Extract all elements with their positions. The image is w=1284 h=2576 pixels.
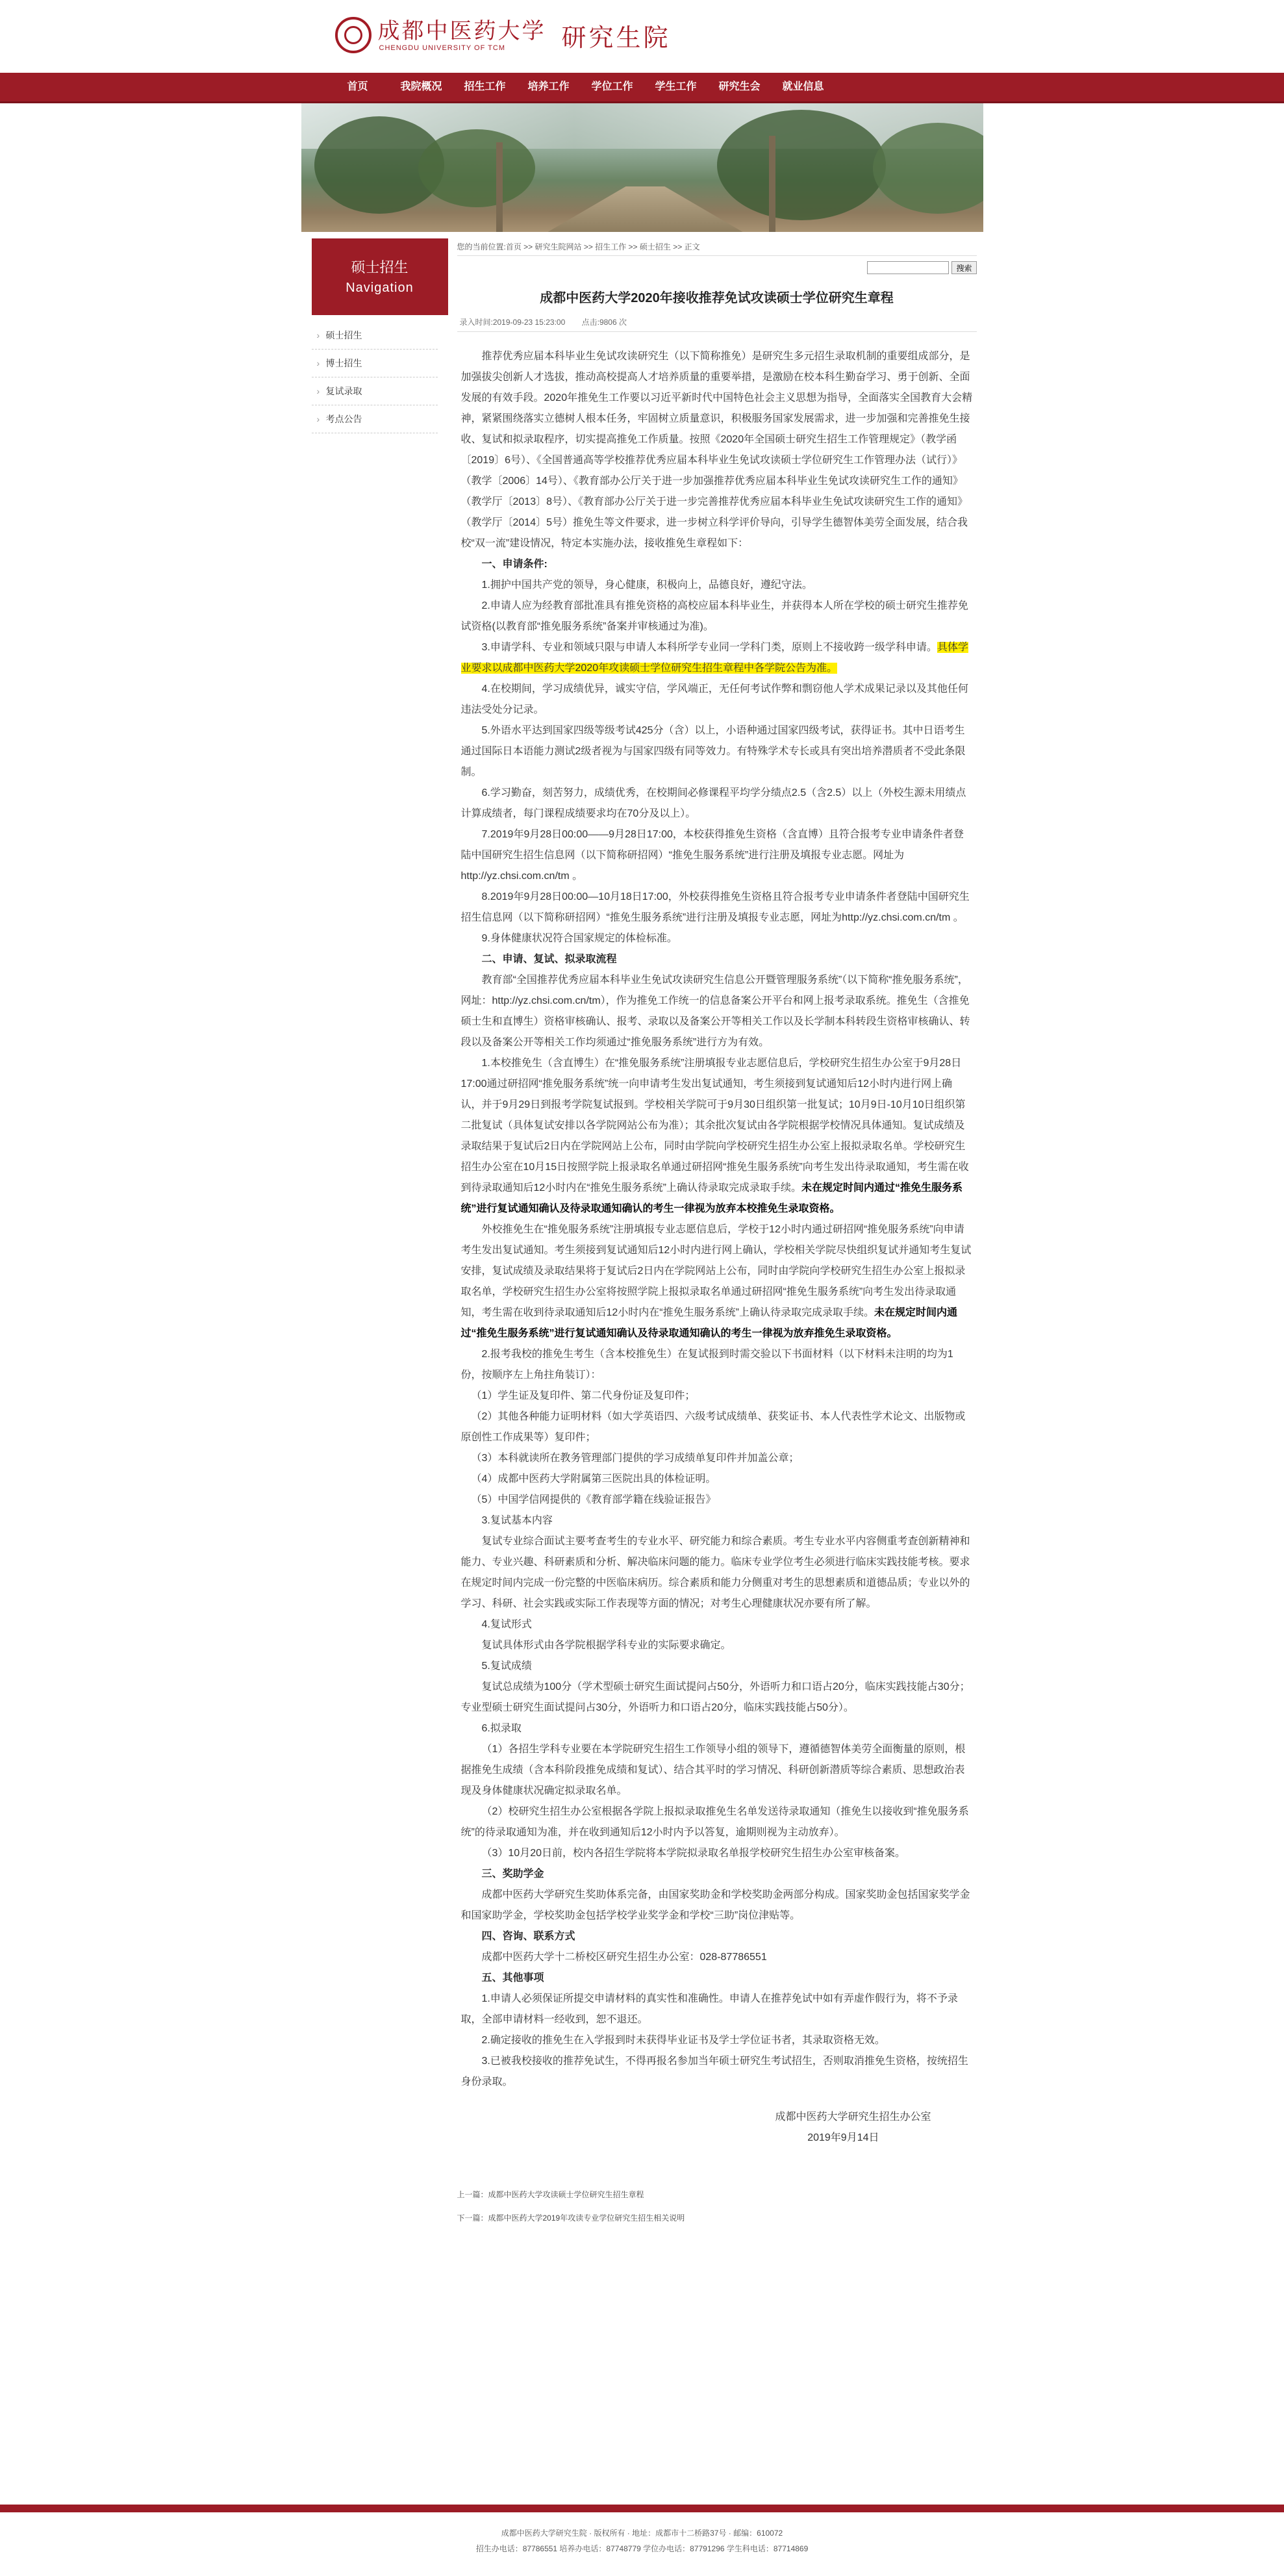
sidebar-item-3[interactable]: › 考点公告: [312, 405, 438, 433]
paragraph-text: 9.身体健康状况符合国家规定的体检标准。: [481, 933, 677, 944]
sidebar-item-1[interactable]: › 博士招生: [312, 350, 438, 377]
article-paragraph: [461, 928, 973, 949]
article-paragraph: [461, 1885, 973, 1926]
paragraph-text: 推荐优秀应届本科毕业生免试攻读研究生（以下简称推免）是研究生多元招生录取机制的重要组成部分，是加强拔尖创新人才选拔，推动高校提高人才培养质量的重要举措，是激励在校本科生勤奋学习、勇于创新、全面发展的有效手段。2020年推免生工作要以习近平新时代中国特色社会主义思想为指导，全面落实全国教育大会精神，紧紧围绕落实立德树人根本任务，牢固树立质量意识，积极服务国家发展需求，进一步加强和完善推免生接收、复试和拟录取程序，切实提高推免工作质量。按照《2020年全国硕士研究生招生工作管理规定》（教学函〔2019〕6号）、《全国普通高等学校推荐优秀应届本科毕业生免试攻读硕士学位研究生工作管理办法（试行）》（教学〔2006〕14号）、《教育部办公厅关于进一步加强推荐优秀应届本科毕业生免试攻读研究生工作的通知》（教学厅〔2013〕8号）、《教育部办公厅关于进一步完善推荐优秀应届本科毕业生免试攻读研究生工作的通知》（教学厅〔2014〕5号）推免生等文件要求，进一步树立科学评价导向，引导学生德智体美劳全面发展，结合我校“双一流”建设情况，特定本实施办法，接收推免生章程如下：: [460, 351, 973, 549]
article-paragraph: [461, 1511, 973, 1531]
article-paragraph: [461, 1635, 973, 1656]
article-paragraph: [461, 1989, 973, 2030]
section-heading: [461, 1864, 973, 1885]
sidebar-item-2[interactable]: › 复试录取: [312, 377, 438, 405]
nav-item-4[interactable]: 学位工作: [591, 81, 633, 92]
article-meta: [457, 316, 977, 332]
article-paragraph: [461, 1531, 973, 1614]
bold-notice: 未在规定时间内通过“推免生服务系统”进行复试通知确认及待录取通知确认的考生一律视为放弃推免生录取资格。: [460, 1307, 957, 1339]
paragraph-text: 1.申请人必须保证所提交申请材料的真实性和准确性。申请人在推荐免试中如有弄虚作假行为，将不予录取，全部申请材料一经收到，恕不退还。: [460, 1993, 958, 2025]
article-paragraph: [461, 1386, 973, 1407]
bold-notice: 未在规定时间内通过“推免生服务系统”进行复试通知确认及待录取通知确认的考生一律视为放弃本校推免生录取资格。: [460, 1182, 963, 1214]
paragraph-text: 四、咨询、联系方式: [481, 1931, 575, 1942]
main-content: [457, 232, 977, 2228]
article-navigation: [457, 2185, 977, 2228]
search-input[interactable]: [867, 261, 949, 274]
sidebar: [301, 232, 438, 2228]
paragraph-text: 8.2019年9月28日00:00—10月18日17:00，外校获得推免生资格且符合报考专业申请条件者登陆中国研究生招生信息网（以下简称研招网）“推免生服务系统”进行注册及填报专业志愿，网址为http://yz.chsi.com.cn/tm 。: [460, 891, 970, 923]
article-paragraph: [461, 887, 973, 928]
sidebar-menu: [312, 322, 438, 433]
department-name: 研究生院: [561, 23, 671, 52]
university-seal-icon: [335, 17, 371, 53]
sidebar-title: 硕士招生: [351, 259, 409, 275]
paragraph-text: 2.申请人应为经教育部批准具有推免资格的高校应届本科毕业生，并获得本人所在学校的硕士研究生推荐免试资格(以教育部“推免服务系统”备案并审核通过为准)。: [460, 600, 968, 632]
article-paragraph: [461, 1802, 973, 1843]
paragraph-text: 3.申请学科、专业和领域只限与申请人本科所学专业同一学科门类，原则上不接收跨一级学科申请。: [481, 642, 937, 653]
article-signature: [457, 2107, 977, 2149]
article-paragraph: [461, 824, 973, 887]
view-count: 点击:9806 次: [581, 318, 627, 327]
paragraph-text: （3）10月20日前，校内各招生学院将本学院拟录取名单报学校研究生招生办公室审核备案。: [481, 1848, 905, 1859]
article-paragraph: [461, 1677, 973, 1718]
paragraph-text: 成都中医药大学研究生奖助体系完备，由国家奖助金和学校奖助金两部分构成。国家奖助金包括国家奖学金和国家助学金，学校奖助金包括学校学业奖学金和学校“三助”岗位津贴等。: [460, 1889, 970, 1921]
article-paragraph: [461, 1448, 973, 1469]
section-heading: [461, 1968, 973, 1989]
nav-item-5[interactable]: 学生工作: [655, 81, 697, 92]
paragraph-text: 3.已被我校接收的推荐免试生，不得再报名参加当年硕士研究生考试招生，否则取消推免生资格，按统招生身份录取。: [460, 2056, 968, 2087]
paragraph-text: 教育部“全国推荐优秀应届本科毕业生免试攻读研究生信息公开暨管理服务系统”（以下简称“推免服务系统”，网址：http://yz.chsi.com.cn/tm），作为推免工作统一的信息备案公开平台和网上报考录取系统。推免生（含推免硕士生和直博生）资格审核确认、报考、录取以及备案公开等相关工作以及长学制本科转段生资格审核确认、转段以及备案公开等相关工作均须通过“推免服务系统”进行方为有效。: [460, 975, 970, 1048]
article-paragraph: [461, 2051, 973, 2093]
article-paragraph: [461, 575, 973, 596]
main-navigation: [0, 73, 1284, 103]
paragraph-text: 成都中医药大学十二桥校区研究生招生办公室：028-87786551: [481, 1952, 767, 1963]
nav-item-6[interactable]: 研究生会: [718, 81, 761, 92]
paragraph-text: （2）其他各种能力证明材料（如大学英语四、六级考试成绩单、获奖证书、本人代表性学术论文、出版物或原创性工作成果等）复印件；: [460, 1411, 966, 1443]
nav-item-0[interactable]: 首页: [347, 81, 368, 92]
paragraph-text: （2）校研究生招生办公室根据各学院上报拟录取推免生名单发送待录取通知（推免生以接收到“推免服务系统”的待录取通知为准，并在收到通知后12小时内予以答复，逾期则视为主动放弃）。: [460, 1806, 969, 1838]
signature-date: 2019年9月14日: [807, 2132, 879, 2143]
article-paragraph: [461, 1344, 973, 1386]
paragraph-text: 4.在校期间，学习成绩优异，诚实守信，学风端正，无任何考试作弊和剽窃他人学术成果记录以及其他任何违法受处分记录。: [460, 683, 968, 715]
paragraph-text: （4）成都中医药大学附属第三医院出具的体检证明。: [471, 1473, 716, 1485]
article-paragraph: [461, 1490, 973, 1511]
nav-item-7[interactable]: 就业信息: [782, 81, 824, 92]
search-bar: [457, 256, 977, 281]
paragraph-text: 二、申请、复试、拟录取流程: [481, 954, 617, 965]
paragraph-text: （5）中国学信网提供的《教育部学籍在线验证报告》: [471, 1494, 716, 1505]
paragraph-text: （3）本科就读所在教务管理部门提供的学习成绩单复印件并加盖公章；: [471, 1453, 799, 1464]
article-paragraph: [461, 1739, 973, 1802]
paragraph-text: 复试具体形式由各学院根据学科专业的实际要求确定。: [481, 1640, 731, 1651]
paragraph-text: 6.拟录取: [481, 1723, 522, 1734]
paragraph-text: 1.本校推免生（含直博生）在“推免服务系统”注册填报专业志愿信息后，学校研究生招生办公室于9月28日17:00通过研招网“推免服务系统”统一向申请考生发出复试通知，考生须接到复试通知后12小时内进行网上确认，并于9月29日到报考学院复试报到。学校相关学院可于9月30日组织第一批复试；10月9日-10月10日组织第二批复试（具体复试安排以各学院网站公布为准）；其余批次复试由各学院根据学校情况具体通知。复试成绩及录取结果于复试后2日内在学院网站上公布，同时由学院向学校研究生招生办公室上报拟录取名单。学校研究生招生办公室在10月15日按照学院上报录取名单通过研招网“推免生服务系统”向考生发出待录取通知，考生需在收到待录取通知后12小时内在“推免生服务系统”上确认待录取完成录取手续。: [460, 1058, 969, 1193]
school-name-en: CHENGDU UNIVERSITY OF TCM: [379, 44, 505, 52]
article-paragraph: [461, 596, 973, 637]
section-heading: [461, 1926, 973, 1947]
footer-contacts: 招生办电话：87786551 培养办电话：87748779 学位办电话：87791296 学生科电话：87714869: [475, 2544, 809, 2553]
site-footer: [0, 2505, 1284, 2576]
article-paragraph: [461, 679, 973, 721]
section-heading: [461, 554, 973, 575]
site-header: [0, 0, 1284, 73]
publish-time: 录入时间:2019-09-23 15:23:00: [459, 318, 566, 327]
paragraph-text: （1）学生证及复印件、第二代身份证及复印件；: [471, 1390, 696, 1401]
article-paragraph: [461, 1656, 973, 1677]
article-paragraph: [461, 1843, 973, 1864]
paragraph-text: 3.复试基本内容: [481, 1515, 553, 1526]
paragraph-text: 外校推免生在“推免服务系统”注册填报专业志愿信息后，学校于12小时内通过研招网“推免服务系统”向申请考生发出复试通知。考生须接到复试通知后12小时内进行网上确认，学校相关学院尽快组织复试并通知考生复试安排，复试成绩及录取结果将于复试后2日内在学院网站上公布，同时由学院向学校研究生招生办公室上报拟录取名单，学校研究生招生办公室将按照学院上报拟录取名单通过研招网“推免生服务系统”向考生发出待录取通知，考生需在收到待录取通知后12小时内在“推免生服务系统”上确认待录取完成录取手续。: [460, 1224, 972, 1318]
article-paragraph: [461, 1469, 973, 1490]
next-article-link[interactable]: 下一篇：成都中医药大学2019年攻读专业学位研究生招生相关说明: [457, 2213, 685, 2223]
prev-article-link[interactable]: 上一篇：成都中医药大学攻读硕士学位研究生招生章程: [457, 2190, 644, 2199]
nav-item-2[interactable]: 招生工作: [464, 81, 506, 92]
paragraph-text: 复试总成绩为100分（学术型硕士研究生面试提问占50分，外语听力和口语占20分，临床实践技能占30分；专业型硕士研究生面试提问占30分，外语听力和口语占20分，临床实践技能占50分）。: [460, 1681, 970, 1713]
paragraph-text: 一、申请条件:: [481, 559, 548, 570]
sidebar-header: [312, 235, 448, 315]
sidebar-item-0[interactable]: › 硕士招生: [312, 322, 438, 350]
article-paragraph: [461, 783, 973, 824]
paragraph-text: 复试专业综合面试主要考查考生的专业水平、研究能力和综合素质。考生专业水平内容侧重考查创新精神和能力、专业兴趣、科研素质和分析、解决临床问题的能力。临床专业学位考生必须进行临床实践技能考核。要求在规定时间内完成一份完整的中医临床病历。综合素质和能力分侧重对考生的思想素质和道德品质；专业以外的学习、科研、社会实践或实际工作表现等方面的情况；对考生心理健康状况亦要有所了解。: [460, 1536, 970, 1609]
section-heading: [461, 949, 973, 970]
footer-copyright: 成都中医药大学研究生院 · 版权所有 · 地址：成都市十二桥路37号 · 邮编：610072: [501, 2529, 783, 2538]
article-paragraph: [461, 346, 973, 554]
sidebar-subtitle: Navigation: [346, 281, 414, 295]
article-paragraph: [461, 970, 973, 1053]
breadcrumb[interactable]: 您的当前位置:首页 >> 研究生院网站 >> 招生工作 >> 硕士招生 >> 正文: [457, 232, 977, 256]
paragraph-text: （1）各招生学科专业要在本学院研究生招生工作领导小组的领导下，遵循德智体美劳全面衡量的原则，根据推免生成绩（含本科阶段推免成绩和复试）、结合其平时的学习情况、科研创新潜质等综合素质、思想政治表现及身体健康状况确定拟录取名单。: [460, 1744, 966, 1796]
school-name-cn: 成都中医药大学: [377, 18, 546, 44]
article-paragraph: [461, 637, 973, 679]
paragraph-text: 1.拥护中国共产党的领导，身心健康，积极向上，品德良好，遵纪守法。: [481, 580, 812, 591]
paragraph-text: 五、其他事项: [481, 1972, 544, 1983]
header-banner-image: [301, 103, 983, 232]
article-title: 成都中医药大学2020年接收推荐免试攻读硕士学位研究生章程: [540, 291, 894, 305]
article-paragraph: [461, 1219, 973, 1344]
article-paragraph: [461, 1407, 973, 1448]
paragraph-text: 2.确定接收的推免生在入学报到时未获得毕业证书及学士学位证书者，其录取资格无效。: [481, 2035, 885, 2046]
highlighted-text: 具体学业要求以成都中医药大学2020年攻读硕士学位研究生招生章程中各学院公告为准。: [460, 642, 968, 674]
article-paragraph: [461, 1614, 973, 1635]
paragraph-text: 6.学习勤奋，刻苦努力，成绩优秀，在校期间必修课程平均学分绩点2.5（含2.5）以上（外校生源未用绩点计算成绩者，每门课程成绩要求均在70分及以上）。: [460, 787, 966, 819]
article-paragraph: [461, 1053, 973, 1219]
article-body: [457, 346, 977, 2093]
paragraph-text: 2.报考我校的推免生考生（含本校推免生）在复试报到时需交验以下书面材料（以下材料未注明的均为1份，按顺序左上角拄角装订）：: [460, 1349, 953, 1381]
article-paragraph: [461, 1718, 973, 1739]
article-paragraph: [461, 721, 973, 783]
signature-org: 成都中医药大学研究生招生办公室: [775, 2111, 931, 2123]
article-paragraph: [461, 1947, 973, 1968]
article-paragraph: [461, 2030, 973, 2051]
paragraph-text: 5.复试成绩: [481, 1661, 532, 1672]
nav-item-1[interactable]: 我院概况: [400, 81, 442, 92]
paragraph-text: 5.外语水平达到国家四级等级考试425分（含）以上，小语种通过国家四级考试，获得证书。其中日语考生通过国际日本语能力测试2级者视为与国家四级有同等效力。有特殊学术专长或具有突出培养潜质者不受此条限制。: [460, 725, 966, 778]
paragraph-text: 4.复试形式: [481, 1619, 532, 1630]
paragraph-text: 三、奖助学金: [481, 1868, 544, 1880]
paragraph-text: 7.2019年9月28日00:00——9月28日17:00，本校获得推免生资格（含直博）且符合报考专业申请条件者登陆中国研究生招生信息网（以下简称研招网）“推免生服务系统”进行注册及填报专业志愿。网址为http://yz.chsi.com.cn/tm 。: [460, 829, 964, 882]
search-button[interactable]: 搜索: [951, 261, 976, 274]
nav-item-3[interactable]: 培养工作: [527, 81, 570, 92]
site-logo[interactable]: [335, 17, 671, 53]
